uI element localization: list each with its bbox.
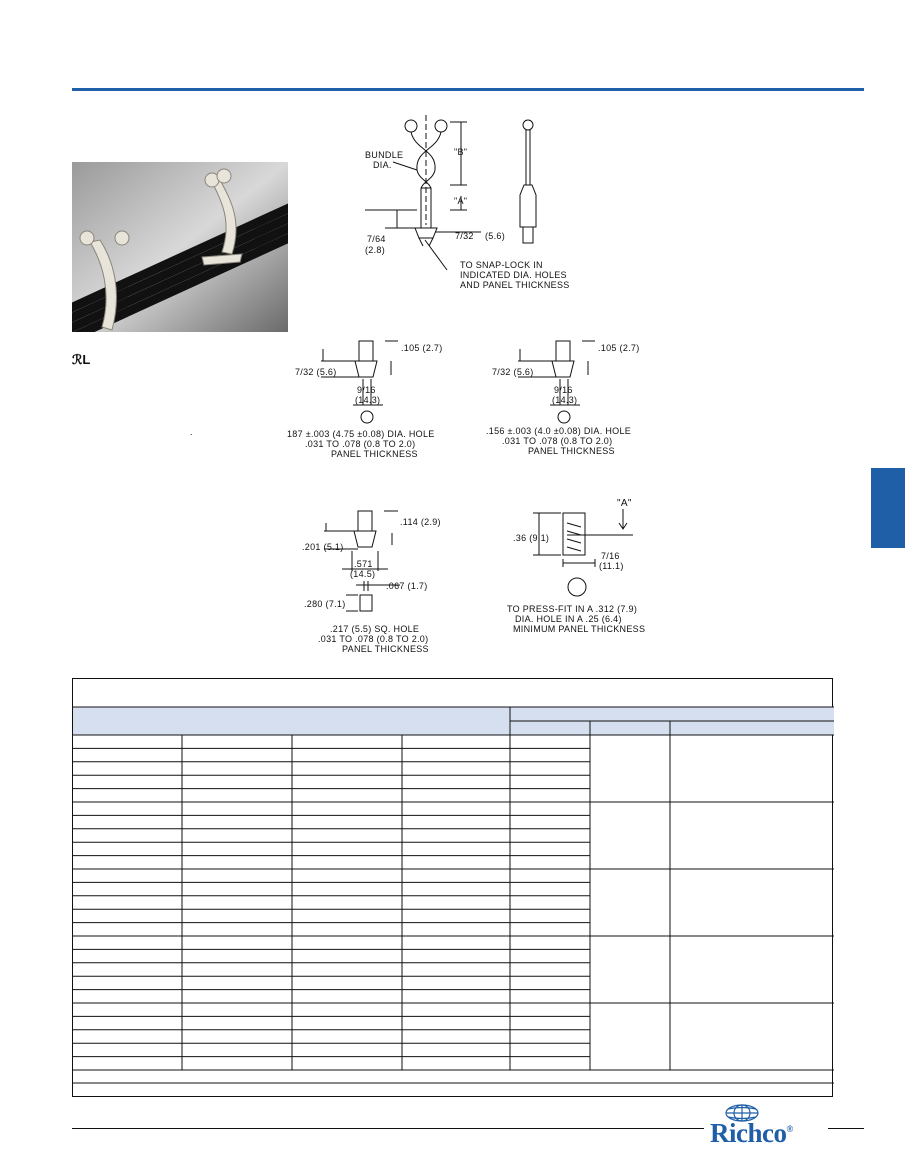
logo-wordmark: Richco® xyxy=(710,1118,793,1148)
bundle-label-2: DIA. xyxy=(373,160,392,170)
bundle-label-1: BUNDLE xyxy=(365,150,404,160)
hole-note-3: PANEL THICKNESS xyxy=(342,644,429,654)
dim-105: .105 (2.7) xyxy=(401,343,443,353)
hole-note-1: 187 ±.003 (4.75 ±0.08) DIA. HOLE xyxy=(287,429,435,439)
dim-067: .067 (1.7) xyxy=(386,581,428,591)
detail-drawing-3 xyxy=(296,505,466,655)
detail-drawing-2 xyxy=(484,335,664,460)
note-line-2: INDICATED DIA. HOLES xyxy=(460,270,567,280)
detail-drawing-4 xyxy=(503,493,663,638)
header-rule xyxy=(72,88,864,91)
hole-note-2: .031 TO .078 (0.8 TO 2.0) xyxy=(502,436,613,446)
label-a: "A" xyxy=(617,498,632,509)
dim-7-32: 7/32 (5.6) xyxy=(295,367,337,377)
dim-36: .36 (9.1) xyxy=(513,533,550,543)
richco-logo xyxy=(706,1104,826,1150)
dim-571: .571 xyxy=(354,559,373,569)
spec-table-grid xyxy=(73,679,834,1098)
dim-7-32: 7/32 xyxy=(455,231,474,241)
hole-note-1: .156 ±.003 (4.0 ±0.08) DIA. HOLE xyxy=(486,426,632,436)
dim-201: .201 (5.1) xyxy=(302,542,344,552)
section-index-tab xyxy=(871,468,905,548)
note-line-1: TO SNAP-LOCK IN xyxy=(460,260,543,270)
side-profile-drawing xyxy=(512,115,552,255)
dim-9-16: 9/16 xyxy=(357,385,376,395)
dim-2-8: (2.8) xyxy=(365,245,386,255)
dim-9-16: 9/16 xyxy=(554,385,573,395)
product-photo xyxy=(72,162,288,332)
hole-note-3: PANEL THICKNESS xyxy=(331,449,418,459)
spec-table xyxy=(72,678,833,1097)
dim-7-64: 7/64 xyxy=(367,234,386,244)
footer-rule-right xyxy=(828,1128,864,1129)
press-fit-note-3: MINIMUM PANEL THICKNESS xyxy=(513,624,646,634)
dim-14-3: (14.3) xyxy=(552,395,578,405)
label-b: "B" xyxy=(454,147,468,157)
dim-114: .114 (2.9) xyxy=(400,517,441,527)
dim-11-1: (11.1) xyxy=(599,561,624,571)
detail-drawing-1 xyxy=(283,335,463,460)
note-line-3: AND PANEL THICKNESS xyxy=(460,280,570,290)
dim-280: .280 (7.1) xyxy=(304,599,346,609)
dim-7-16: 7/16 xyxy=(601,551,620,561)
press-fit-note-2: DIA. HOLE IN A .25 (6.4) xyxy=(515,614,622,624)
hole-note-1: .217 (5.5) SQ. HOLE xyxy=(330,624,420,634)
label-a: "A" xyxy=(454,196,468,206)
hole-note-2: .031 TO .078 (0.8 TO 2.0) xyxy=(318,634,429,644)
dim-5-6: (5.6) xyxy=(485,231,506,241)
footer-rule-left xyxy=(72,1128,704,1129)
dim-14-5: (14.5) xyxy=(350,569,376,579)
ul-recognized-icon: ℛL xyxy=(72,352,91,367)
dim-14-3: (14.3) xyxy=(355,395,381,405)
dim-7-32: 7/32 (5.6) xyxy=(492,367,534,377)
press-fit-note-1: TO PRESS-FIT IN A .312 (7.9) xyxy=(507,604,638,614)
hole-note-3: PANEL THICKNESS xyxy=(528,446,615,456)
dim-105: .105 (2.7) xyxy=(598,343,640,353)
stray-dot: . xyxy=(190,427,193,437)
main-drawing xyxy=(355,110,595,295)
hole-note-2: .031 TO .078 (0.8 TO 2.0) xyxy=(305,439,416,449)
